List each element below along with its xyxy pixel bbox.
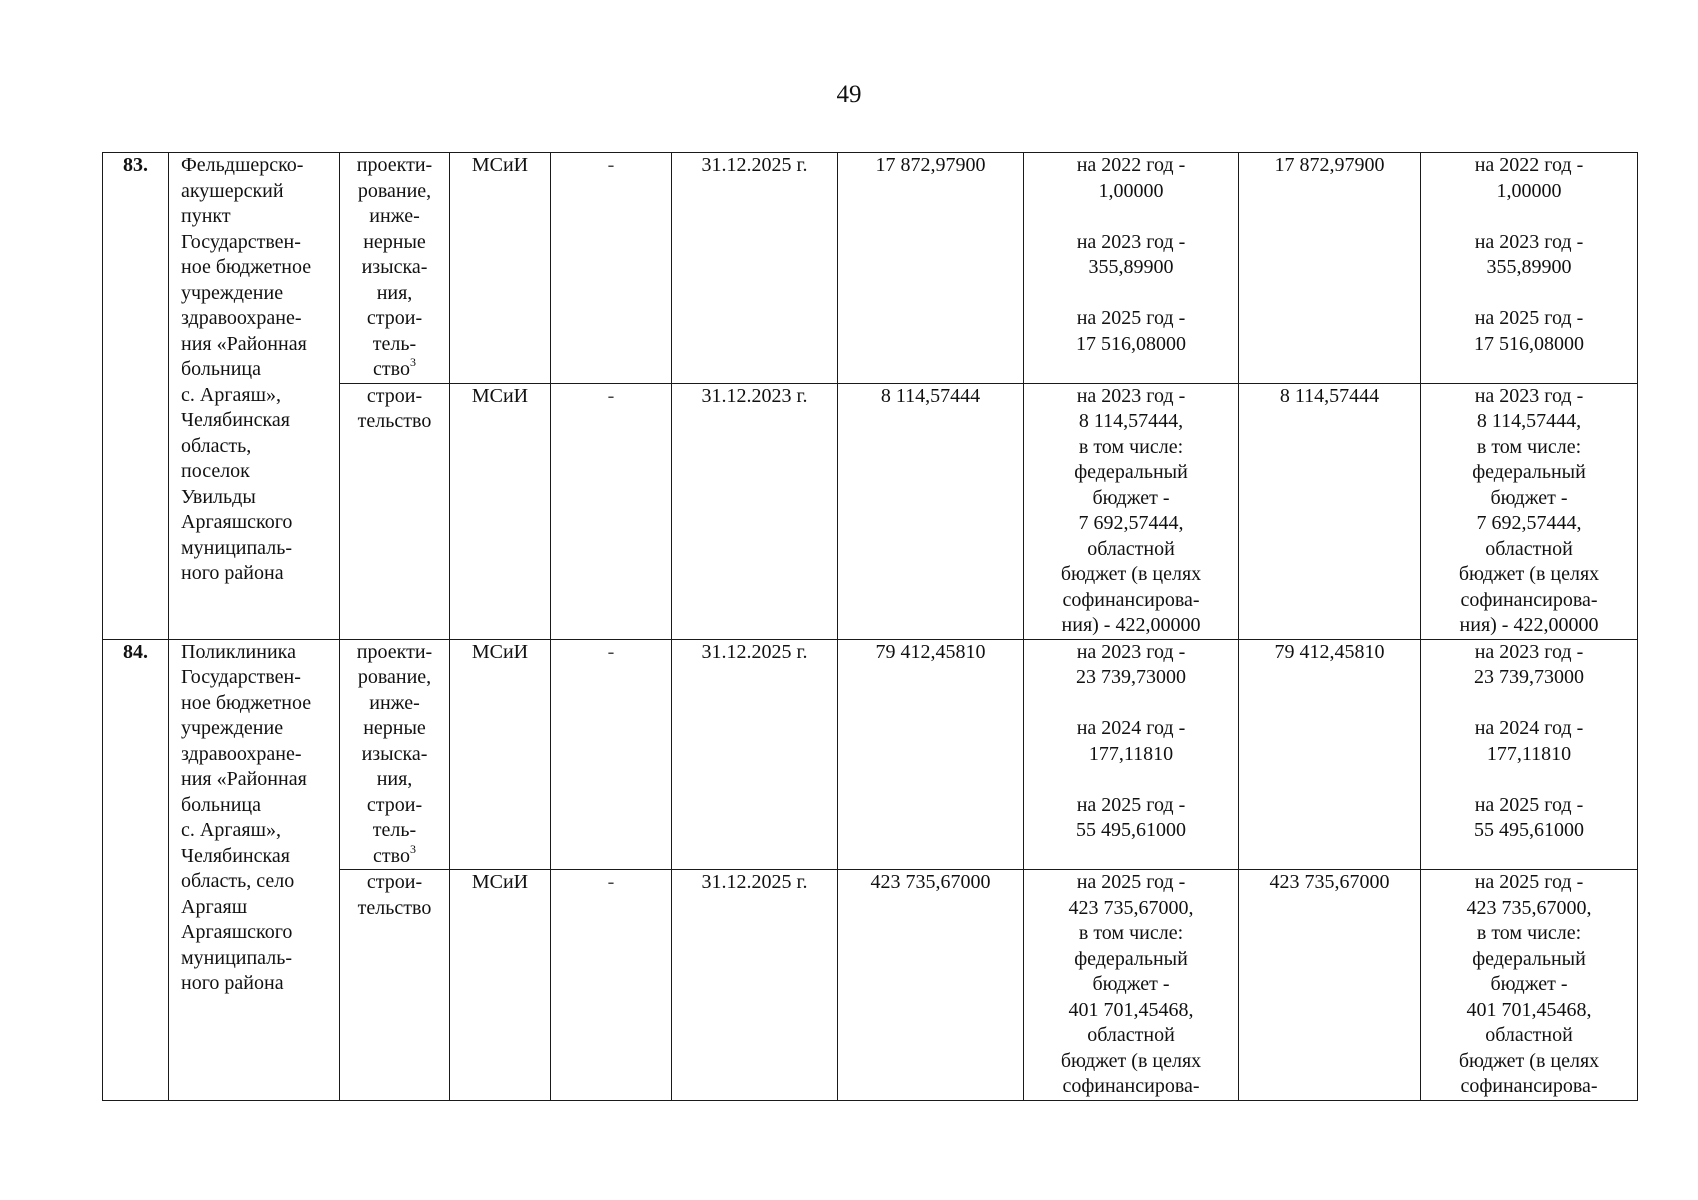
cell-text: учреждение xyxy=(181,717,284,739)
financing-line: федеральный xyxy=(1074,947,1188,970)
financing-line: на 2023 год - xyxy=(1076,230,1186,253)
financing-line: бюджет (в целях xyxy=(1458,1049,1600,1072)
financing-line: областной xyxy=(1087,1024,1175,1046)
limit-cell: 17 872,97900 xyxy=(1239,153,1421,384)
empty-value-cell: - xyxy=(551,383,672,639)
financing-line: 177,11810 xyxy=(1088,742,1174,765)
financing-line: софинансирова- xyxy=(1062,588,1200,611)
cell-text-line xyxy=(346,179,443,205)
cell-text-line xyxy=(346,204,443,230)
financing-line: 17 516,08000 xyxy=(1076,332,1186,355)
financing-line: в том числе: xyxy=(1078,435,1184,458)
cell-text: муниципаль- xyxy=(181,536,292,559)
page-number: 49 xyxy=(836,81,862,108)
cell-text-line xyxy=(346,306,443,332)
cell-text: учреждение xyxy=(181,281,284,304)
financing-line: на 2023 год - xyxy=(1076,640,1186,663)
cell-text-line xyxy=(181,179,333,205)
financing-line: софинансирова- xyxy=(1062,1075,1200,1097)
work-type-cell xyxy=(340,639,450,870)
cell-text: рование, xyxy=(357,179,432,202)
cell-text: тель- xyxy=(372,332,417,355)
financing-line: в том числе: xyxy=(1476,435,1582,458)
financing-line: областной xyxy=(1485,537,1573,560)
work-type-cell xyxy=(340,153,450,384)
cell-text: строи- xyxy=(366,384,423,407)
object-name-cell xyxy=(169,639,340,1100)
customer-cell: МСиИ xyxy=(450,153,551,384)
cell-text-line xyxy=(181,204,333,230)
financing-line: 55 495,61000 xyxy=(1474,819,1584,841)
cell-text: ное бюджетное xyxy=(181,256,312,278)
financing-line: на 2022 год - xyxy=(1076,154,1186,176)
group-spacer xyxy=(1427,691,1631,717)
cell-text-line xyxy=(346,230,443,256)
cell-text-line xyxy=(181,536,333,562)
cell-text: Аргаяш xyxy=(181,895,248,918)
estimated-cost-cell: 79 412,45810 xyxy=(838,639,1024,870)
cell-text: ство xyxy=(373,358,410,380)
cell-text: ного района xyxy=(181,562,284,584)
limit-cell: 79 412,45810 xyxy=(1239,639,1421,870)
financing-line: 55 495,61000 xyxy=(1076,819,1186,841)
cell-text-line xyxy=(346,793,443,819)
cell-text-line xyxy=(181,408,333,434)
cell-text-line xyxy=(181,971,333,997)
cell-text-line xyxy=(181,742,333,768)
financing-line: в том числе: xyxy=(1476,922,1582,944)
footnote-marker: 3 xyxy=(409,355,416,369)
cell-text: больница xyxy=(181,793,261,816)
work-type-cell xyxy=(340,383,450,639)
cell-text: инже- xyxy=(369,691,420,714)
cell-text: Челябинская xyxy=(181,409,291,431)
cell-text: Государствен- xyxy=(181,230,301,253)
financing-line: на 2024 год - xyxy=(1474,717,1584,739)
cell-text: Увильды xyxy=(181,485,256,508)
financing-line: на 2025 год - xyxy=(1474,307,1584,329)
cell-text: с. Аргаяш», xyxy=(181,383,281,406)
cell-text-line xyxy=(181,306,333,332)
financing-line: на 2025 год - xyxy=(1076,871,1186,893)
financing-line: 8 114,57444, xyxy=(1476,410,1582,432)
empty-value-cell: - xyxy=(551,870,672,1101)
customer-cell: МСиИ xyxy=(450,870,551,1101)
cell-text: здравоохране- xyxy=(181,742,302,765)
financing-line: на 2024 год - xyxy=(1076,717,1186,739)
group-spacer xyxy=(1030,691,1232,717)
financing-line: на 2025 год - xyxy=(1076,793,1186,816)
empty-value-cell: - xyxy=(551,153,672,384)
cell-text-line xyxy=(181,230,333,256)
cell-text-line xyxy=(181,510,333,536)
financing-line: 7 692,57444, xyxy=(1078,512,1184,534)
estimated-cost-cell: 8 114,57444 xyxy=(838,383,1024,639)
table-row xyxy=(103,153,1638,384)
financing-line: федеральный xyxy=(1472,947,1586,970)
group-spacer xyxy=(1427,767,1631,793)
cell-text: Поликлиника xyxy=(181,640,296,663)
group-spacer xyxy=(1030,767,1232,793)
cell-text: с. Аргаяш», xyxy=(181,819,281,841)
cell-text-line xyxy=(181,485,333,511)
object-name-cell xyxy=(169,153,340,640)
estimated-cost-cell: 17 872,97900 xyxy=(838,153,1024,384)
financing-line: софинансирова- xyxy=(1460,588,1598,611)
cell-text: ния «Районная xyxy=(181,768,307,790)
financing-line: ния) - 422,00000 xyxy=(1061,614,1201,636)
financing-line: 401 701,45468, xyxy=(1068,998,1194,1021)
objects-table xyxy=(102,152,1638,1101)
limit-by-year-cell xyxy=(1421,639,1638,870)
cell-text: Аргаяшского xyxy=(181,921,293,943)
limit-by-year-cell xyxy=(1421,383,1638,639)
cell-text-line xyxy=(346,767,443,793)
financing-line: 355,89900 xyxy=(1486,256,1572,278)
cell-text: здравоохране- xyxy=(181,307,302,329)
cell-text-line xyxy=(181,281,333,307)
cell-text: проекти- xyxy=(356,640,433,663)
group-spacer xyxy=(1427,281,1631,307)
customer-cell: МСиИ xyxy=(450,383,551,639)
cell-text: Фельдшерско- xyxy=(181,154,304,176)
cell-text-line xyxy=(181,844,333,870)
limit-cell: 8 114,57444 xyxy=(1239,383,1421,639)
work-type-cell xyxy=(340,870,450,1101)
cell-text: Челябинская xyxy=(181,844,291,867)
financing-line: на 2025 год - xyxy=(1076,307,1186,329)
group-spacer xyxy=(1030,281,1232,307)
cell-text: ния, xyxy=(376,281,413,304)
cell-text: тельство xyxy=(357,896,432,919)
cell-text: ство xyxy=(373,844,410,867)
financing-line: 17 516,08000 xyxy=(1474,332,1584,355)
cell-text: изыска- xyxy=(361,742,428,765)
cell-text-line xyxy=(181,332,333,358)
cell-text: строи- xyxy=(366,871,423,893)
cell-text: строи- xyxy=(366,307,423,329)
financing-line: на 2023 год - xyxy=(1474,230,1584,253)
financing-line: 7 692,57444, xyxy=(1476,512,1582,534)
financing-line: бюджет - xyxy=(1490,486,1568,509)
financing-line: бюджет (в целях xyxy=(1458,563,1600,585)
cell-text-line xyxy=(181,767,333,793)
cell-text: муниципаль- xyxy=(181,946,292,969)
cell-text-line xyxy=(181,869,333,895)
financing-line: софинансирова- xyxy=(1460,1075,1598,1097)
limit-cell: 423 735,67000 xyxy=(1239,870,1421,1101)
financing-line: бюджет - xyxy=(1092,486,1170,509)
cell-text-line xyxy=(181,459,333,485)
row-number-cell: 84. xyxy=(103,639,169,1100)
cell-text-line xyxy=(181,640,333,666)
cell-text: акушерский xyxy=(181,179,284,202)
deadline-cell: 31.12.2025 г. xyxy=(672,153,838,384)
row-number-cell: 83. xyxy=(103,153,169,640)
cell-text-line xyxy=(181,793,333,819)
financing-line: бюджет (в целях xyxy=(1060,1049,1202,1072)
cell-text-line xyxy=(346,281,443,307)
cell-text: поселок xyxy=(181,460,250,482)
financing-line: 401 701,45468, xyxy=(1466,998,1592,1021)
cell-text: строи- xyxy=(366,793,423,816)
cell-text-line xyxy=(346,332,443,358)
cell-text-line xyxy=(181,946,333,972)
cell-text-line xyxy=(181,383,333,409)
financing-line: 1,00000 xyxy=(1496,179,1562,202)
cell-text-line xyxy=(346,153,443,179)
cell-text-line xyxy=(181,691,333,717)
footnote-marker: 3 xyxy=(409,841,416,856)
financing-line: на 2022 год - xyxy=(1474,154,1584,176)
cell-text-line xyxy=(346,841,443,870)
cell-text-line xyxy=(181,818,333,844)
cell-text: область, село xyxy=(181,870,295,892)
cell-text-line xyxy=(181,561,333,587)
financing-line: на 2023 год - xyxy=(1474,384,1584,407)
financing-line: 355,89900 xyxy=(1088,256,1174,278)
limit-by-year-cell xyxy=(1421,153,1638,384)
cell-text: ное бюджетное xyxy=(181,691,312,714)
financing-line: на 2025 год - xyxy=(1474,871,1584,893)
deadline-cell: 31.12.2025 г. xyxy=(672,639,838,870)
financing-by-year-cell xyxy=(1024,383,1239,639)
cell-text: инже- xyxy=(369,205,420,227)
financing-line: 23 739,73000 xyxy=(1474,666,1584,688)
cell-text: пункт xyxy=(181,205,231,227)
financing-line: бюджет - xyxy=(1092,973,1170,995)
financing-line: бюджет (в целях xyxy=(1060,563,1202,585)
group-spacer xyxy=(1427,204,1631,230)
financing-line: федеральный xyxy=(1472,461,1586,483)
cell-text: больница xyxy=(181,358,261,380)
cell-text: нерные xyxy=(363,717,426,739)
financing-line: 423 735,67000, xyxy=(1068,896,1194,919)
cell-text: Аргаяшского xyxy=(181,511,293,533)
cell-text: изыска- xyxy=(361,256,428,278)
cell-text-line xyxy=(181,895,333,921)
cell-text-line xyxy=(181,716,333,742)
financing-line: областной xyxy=(1485,1024,1573,1046)
financing-line: 23 739,73000 xyxy=(1076,666,1186,688)
cell-text-line xyxy=(181,665,333,691)
cell-text: тель- xyxy=(372,819,417,841)
cell-text-line xyxy=(346,716,443,742)
cell-text: область, xyxy=(181,434,252,457)
financing-line: бюджет - xyxy=(1490,973,1568,995)
cell-text: проекти- xyxy=(356,154,433,176)
cell-text-line xyxy=(346,818,443,844)
cell-text-line xyxy=(346,255,443,281)
cell-text: тельство xyxy=(357,410,432,432)
financing-by-year-cell xyxy=(1024,153,1239,384)
cell-text: ния «Районная xyxy=(181,332,307,355)
financing-line: в том числе: xyxy=(1078,922,1184,944)
cell-text-line xyxy=(181,357,333,383)
cell-text-line xyxy=(346,691,443,717)
limit-by-year-cell xyxy=(1421,870,1638,1101)
financing-line: 1,00000 xyxy=(1098,179,1164,202)
cell-text-line xyxy=(346,665,443,691)
cell-text-line xyxy=(346,384,443,410)
cell-text: нерные xyxy=(363,230,426,253)
cell-text-line xyxy=(181,920,333,946)
group-spacer xyxy=(1030,204,1232,230)
financing-line: на 2023 год - xyxy=(1474,640,1584,663)
cell-text: рование, xyxy=(357,666,432,688)
financing-by-year-cell xyxy=(1024,870,1239,1101)
financing-line: федеральный xyxy=(1074,461,1188,483)
cell-text: Государствен- xyxy=(181,666,301,688)
financing-by-year-cell xyxy=(1024,639,1239,870)
cell-text-line xyxy=(181,434,333,460)
financing-line: 177,11810 xyxy=(1486,742,1572,765)
cell-text-line xyxy=(181,153,333,179)
table-row xyxy=(103,639,1638,870)
cell-text-line xyxy=(346,409,443,435)
deadline-cell: 31.12.2023 г. xyxy=(672,383,838,639)
customer-cell: МСиИ xyxy=(450,639,551,870)
financing-line: на 2025 год - xyxy=(1474,793,1584,816)
empty-value-cell: - xyxy=(551,639,672,870)
cell-text-line xyxy=(346,870,443,896)
financing-line: ния) - 422,00000 xyxy=(1459,614,1599,636)
cell-text-line xyxy=(346,896,443,922)
estimated-cost-cell: 423 735,67000 xyxy=(838,870,1024,1101)
cell-text-line xyxy=(181,255,333,281)
cell-text: ния, xyxy=(376,768,413,790)
cell-text-line xyxy=(346,742,443,768)
cell-text-line xyxy=(346,357,443,383)
financing-line: 8 114,57444, xyxy=(1078,410,1184,432)
cell-text-line xyxy=(346,640,443,666)
financing-line: областной xyxy=(1087,537,1175,560)
financing-line: на 2023 год - xyxy=(1076,384,1186,407)
cell-text: ного района xyxy=(181,972,284,994)
financing-line: 423 735,67000, xyxy=(1466,896,1592,919)
deadline-cell: 31.12.2025 г. xyxy=(672,870,838,1101)
